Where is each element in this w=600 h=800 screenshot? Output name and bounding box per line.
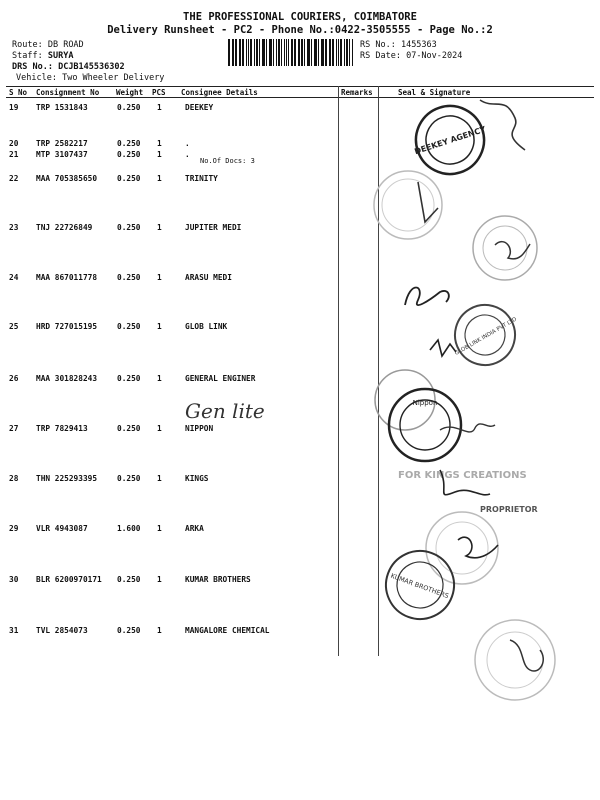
col-pcs: PCS (152, 88, 166, 97)
row-sno: 19 (9, 103, 19, 112)
barcode-bar (233, 39, 234, 66)
barcode-bar (311, 39, 312, 66)
table-header (6, 86, 594, 98)
row-consignment: TRP 2582217 (36, 139, 88, 148)
mangalore-stamp (475, 620, 555, 700)
barcode-bar (291, 39, 293, 66)
barcode-bar (254, 39, 255, 66)
row-sno: 23 (9, 223, 19, 232)
row-sno: 24 (9, 273, 19, 282)
row-pcs: 1 (157, 626, 162, 635)
row-weight: 0.250 (117, 103, 141, 112)
kings-stamp: FOR KINGS CREATIONS (398, 470, 527, 481)
rs-no-value: 1455363 (400, 40, 437, 50)
barcode-bar (263, 39, 265, 66)
row-weight: 0.250 (117, 575, 141, 584)
row-sno: 20 (9, 139, 19, 148)
remarks-divider-left (338, 86, 339, 656)
glob-signature (430, 340, 456, 356)
rs-date-line (360, 51, 462, 61)
barcode-bar (314, 39, 315, 66)
barcode-bar (281, 39, 282, 66)
company-title: THE PROFESSIONAL COURIERS, COIMBATORE (183, 11, 417, 23)
barcode-bar (295, 39, 296, 66)
row-weight: 0.250 (117, 626, 141, 635)
staff-line (12, 51, 73, 61)
vehicle-label: Vehicle: (16, 73, 57, 83)
deekey-signature (480, 100, 525, 150)
barcode-bar (346, 39, 348, 66)
nippon-stamp (389, 389, 461, 461)
col-consignee: Consignee Details (181, 88, 258, 97)
staff-label: Staff: (12, 51, 43, 61)
rs-no-line (360, 40, 437, 50)
glob-stamp-text: GLOB LINK INDIA PVT LTD (454, 316, 518, 357)
barcode-bar (250, 39, 252, 66)
barcode-bar (338, 39, 340, 66)
row-weight: 0.250 (117, 174, 141, 183)
jupiter-stamp (473, 216, 537, 280)
row-pcs: 1 (157, 139, 162, 148)
row-weight: 0.250 (117, 474, 141, 483)
arasu-signature (405, 288, 449, 306)
barcode-bar (288, 39, 289, 66)
row-consignee: TRINITY (185, 174, 218, 183)
barcode-bar (315, 39, 317, 66)
barcode-bar (352, 39, 354, 66)
jupiter-signature (495, 242, 530, 259)
row-pcs: 1 (157, 474, 162, 483)
nippon-stamp-text: Nippon (412, 399, 438, 407)
row-consignment: TRP 7829413 (36, 424, 88, 433)
barcode-bar (294, 39, 295, 66)
row-consignment: HRD 727015195 (36, 322, 98, 331)
row-weight: 1.600 (117, 524, 141, 533)
arka-signature (458, 537, 498, 558)
row-weight: 0.250 (117, 139, 141, 148)
col-seal: Seal & Signature (398, 88, 471, 97)
col-consignment: Consignment No (36, 88, 100, 97)
row-sno: 26 (9, 374, 19, 383)
barcode-bar (266, 39, 267, 66)
remarks-divider-right (378, 86, 379, 656)
barcode-bar (228, 39, 230, 66)
row-pcs: 1 (157, 103, 162, 112)
proprietor-stamp: PROPRIETOR (480, 505, 538, 514)
nippon-signature (440, 424, 495, 432)
barcode-bar (325, 39, 326, 66)
row-pcs: 1 (157, 273, 162, 282)
row-consignee: GLOB LINK (185, 322, 228, 331)
kumar-stamp-text: KUMAR BROTHERS (389, 571, 450, 601)
barcode-bar (321, 39, 323, 66)
row-sno: 28 (9, 474, 19, 483)
row-consignment: BLR 6200970171 (36, 575, 102, 584)
kings-signature (440, 470, 490, 495)
barcode-bar (235, 39, 237, 66)
general-enginer-signature: Gen lite (185, 399, 265, 423)
staff-value: SURYA (47, 51, 74, 61)
trinity-signature (418, 182, 438, 222)
runsheet-subtitle: Delivery Runsheet - PC2 - Phone No.:0422-3505555 - Page No.:2 (107, 24, 493, 36)
row-sno: 31 (9, 626, 19, 635)
row-consignee: ARKA (185, 524, 204, 533)
barcode-bar (298, 39, 300, 66)
row-consignment: MTP 3107437 (36, 150, 88, 159)
rs-no-label: RS No.: (360, 40, 396, 50)
row-consignment: MAA 705385650 (36, 174, 98, 183)
barcode-bar (256, 39, 258, 66)
row-pcs: 1 (157, 524, 162, 533)
row-pcs: 1 (157, 322, 162, 331)
mangalore-signature (510, 640, 543, 671)
row-consignee: KINGS (185, 474, 209, 483)
barcode-bar (239, 39, 241, 66)
glob-stamp (440, 291, 531, 378)
barcode-bar (259, 39, 260, 66)
barcode-bar (262, 39, 263, 66)
row-consignee: KUMAR BROTHERS (185, 575, 251, 584)
rs-date-label: RS Date: (360, 51, 401, 61)
row-consignment: TNJ 22726849 (36, 223, 93, 232)
row-consignee: GENERAL ENGINER (185, 374, 256, 383)
row-consignee: MANGALORE CHEMICAL (185, 626, 270, 635)
col-sno: S No (9, 88, 28, 97)
barcode-bar (243, 39, 244, 66)
barcode-bar (269, 39, 270, 66)
kumar-stamp (376, 541, 463, 628)
row-sno: 25 (9, 322, 19, 331)
barcode-bar (286, 39, 288, 66)
row-consignee: JUPITER MEDI (185, 223, 242, 232)
row-sno: 27 (9, 424, 19, 433)
barcode-bar (284, 39, 285, 66)
row-weight: 0.250 (117, 374, 141, 383)
drs-line (12, 62, 125, 72)
barcode-bar (329, 39, 331, 66)
row-pcs: 1 (157, 150, 162, 159)
row-weight: 0.250 (117, 424, 141, 433)
barcode-bar (270, 39, 272, 66)
barcode-bar (242, 39, 243, 66)
row-pcs: 1 (157, 374, 162, 383)
col-weight: Weight (116, 88, 144, 97)
col-remarks: Remarks (341, 88, 373, 97)
deekey-stamp-text: DEEKEY AGENCY (413, 124, 487, 157)
barcode-bar (318, 39, 320, 66)
row-pcs: 1 (157, 424, 162, 433)
barcode-bar (232, 39, 233, 66)
arka-stamp (426, 512, 498, 584)
row-consignment: THN 225293395 (36, 474, 98, 483)
barcode-bar (248, 39, 250, 66)
route-line (12, 40, 84, 50)
barcode-bar (333, 39, 334, 66)
barcode-bar (340, 39, 342, 66)
row-consignee: DEEKEY (185, 103, 214, 112)
row-sno: 29 (9, 524, 19, 533)
row-consignment: MAA 867011778 (36, 273, 98, 282)
row-weight: 0.250 (117, 273, 141, 282)
vehicle-value: Two Wheeler Delivery (62, 73, 165, 83)
barcode-bar (344, 39, 345, 66)
row-consignee: . (185, 139, 190, 148)
row-weight: 0.250 (117, 223, 141, 232)
row-weight: 0.250 (117, 322, 141, 331)
barcode (228, 39, 354, 66)
row-sno: 21 (9, 150, 19, 159)
row-consignee: ARASU MEDI (185, 273, 232, 282)
route-value: DB ROAD (47, 40, 84, 50)
row-consignment: TVL 2854073 (36, 626, 88, 635)
row-pcs: 1 (157, 174, 162, 183)
barcode-bar (278, 39, 280, 66)
barcode-bar (308, 39, 310, 66)
drs-label: DRS No.: (12, 62, 53, 72)
trinity-stamp (374, 171, 442, 239)
barcode-bar (246, 39, 247, 66)
docs-count: No.Of Docs: 3 (200, 157, 255, 165)
row-consignee: . (185, 150, 190, 159)
row-consignment: MAA 301828243 (36, 374, 98, 383)
vehicle-line (16, 73, 164, 83)
barcode-bar (336, 39, 337, 66)
row-pcs: 1 (157, 575, 162, 584)
deekey-stamp (404, 96, 496, 184)
row-sno: 30 (9, 575, 19, 584)
route-label: Route: (12, 40, 43, 50)
row-weight: 0.250 (117, 150, 141, 159)
barcode-bar (301, 39, 303, 66)
row-consignee: NIPPON (185, 424, 214, 433)
diesel-stamp (375, 370, 435, 430)
row-sno: 22 (9, 174, 19, 183)
barcode-bar (332, 39, 333, 66)
row-consignment: VLR 4943087 (36, 524, 88, 533)
row-pcs: 1 (157, 223, 162, 232)
barcode-bar (304, 39, 305, 66)
rs-date-value: 07-Nov-2024 (406, 51, 463, 61)
barcode-bar (273, 39, 275, 66)
drs-value: DCJB145536302 (58, 62, 125, 72)
barcode-bar (276, 39, 277, 66)
barcode-bar (326, 39, 327, 66)
barcode-bar (349, 39, 350, 66)
barcode-bar (307, 39, 308, 66)
row-consignment: TRP 1531843 (36, 103, 88, 112)
